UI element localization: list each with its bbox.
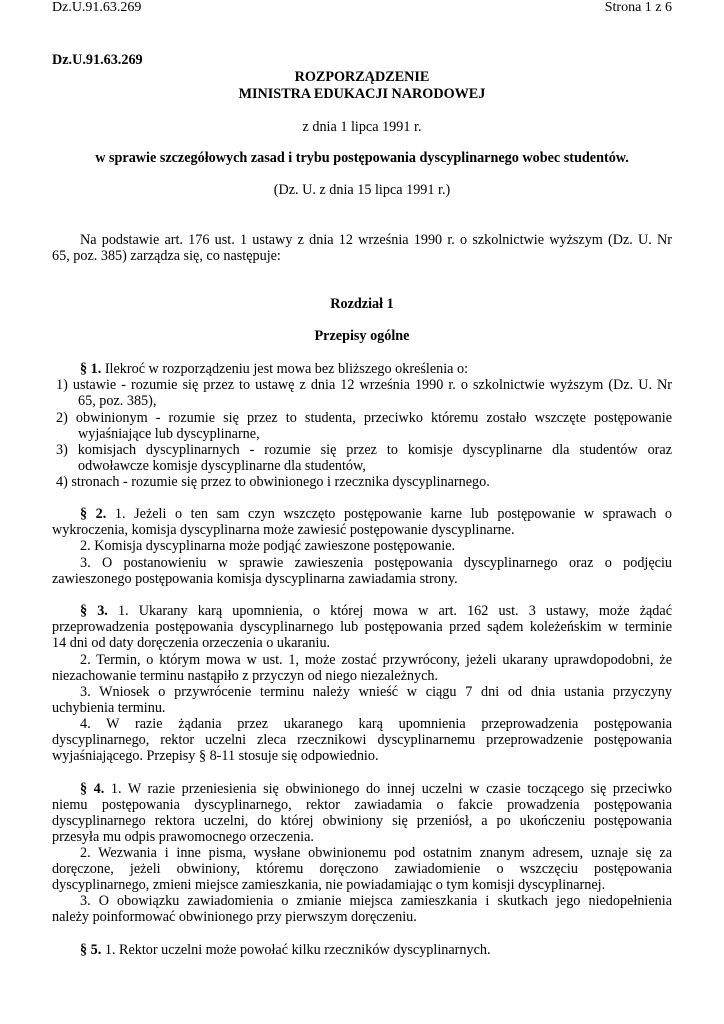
chapter-heading: Rozdział 1 bbox=[330, 296, 394, 312]
paragraph-4-line-9: należy poinformować obwinionego przy pierwszym doręczeniu. bbox=[52, 909, 417, 925]
list-item-2-cont: wyjaśniające lub dyscyplinarne, bbox=[78, 426, 260, 442]
title-line-1: ROZPORZĄDZENIE bbox=[294, 69, 430, 85]
paragraph-4-line-6: doręczone, jeżeli obwiniony, któremu doręczono zawiadomienie o wszczęciu postępowania bbox=[52, 861, 672, 877]
intro-line-1: Na podstawie art. 176 ust. 1 ustawy z dnia 12 września 1990 r. o szkolnictwie wyższym (Dz. U. Nr bbox=[80, 232, 672, 248]
paragraph-mark: § 4. bbox=[80, 781, 105, 797]
paragraph-1-intro: § 1. Ilekroć w rozporządzeniu jest mowa bez bliższego określenia o: bbox=[80, 361, 469, 377]
paragraph-4-line-7: dyscyplinarnego, zmieni miejsce zamieszkania, nie powiadamiając o tym komisji dyscyplinarnej. bbox=[52, 877, 606, 893]
paragraph-3-line-6: 3. Wniosek o przywrócenie terminu należy wnieść w ciągu 7 dni od dnia ustania przyczyny bbox=[80, 684, 672, 700]
header-page-number: Strona 1 z 6 bbox=[604, 0, 672, 15]
publication-info: (Dz. U. z dnia 15 lipca 1991 r.) bbox=[273, 182, 451, 198]
paragraph-2-line-5: zawieszonego postępowania komisja dyscyplinarna zawiadamia strony. bbox=[52, 571, 458, 587]
paragraph-4-line-5: 2. Wezwania i inne pisma, wysłane obwinionemu pod ostatnim znanym adresem, uznaje się za bbox=[80, 845, 672, 861]
paragraph-3-line-3: 14 dni od daty doręczenia orzeczenia o ukaraniu. bbox=[52, 635, 331, 651]
paragraph-3-line-1: § 3. 1. Ukarany karą upomnienia, o której mowa w art. 162 ust. 3 ustawy, może żądać bbox=[80, 603, 672, 619]
list-item-1-cont: 65, poz. 385), bbox=[78, 393, 157, 409]
document-subject: w sprawie szczegółowych zasad i trybu postępowania dyscyplinarnego wobec studentów. bbox=[95, 150, 629, 166]
paragraph-2-line-3: 2. Komisja dyscyplinarna może podjąć zawieszone postępowanie. bbox=[80, 538, 456, 554]
header-doc-id: Dz.U.91.63.269 bbox=[52, 0, 142, 15]
intro-line-2: 65, poz. 385) zarządza się, co następuje: bbox=[52, 248, 281, 264]
title-line-2: MINISTRA EDUKACJI NARODOWEJ bbox=[238, 86, 486, 102]
list-item-3-cont: odwoławcze komisje dyscyplinarne dla studentów, bbox=[78, 458, 366, 474]
paragraph-2-line-2: wykroczenia, komisja dyscyplinarna może zawiesić postępowanie dyscyplinarne. bbox=[52, 522, 515, 538]
paragraph-3-line-9: dyscyplinarnego, rektor uczelni zleca rzecznikowi dyscyplinarnemu przeprowadzenie postępowania bbox=[52, 732, 672, 748]
paragraph-5-line-1: § 5. 1. Rektor uczelni może powołać kilku rzeczników dyscyplinarnych. bbox=[80, 942, 491, 958]
paragraph-mark: § 2. bbox=[80, 506, 107, 522]
list-item-2: 2) obwinionym - rozumie się przez to studenta, przeciwko któremu zostało wszczęte postępowanie bbox=[56, 410, 672, 426]
document-date: z dnia 1 lipca 1991 r. bbox=[302, 119, 422, 135]
list-item-3: 3) komisjach dyscyplinarnych - rozumie się przez to komisje dyscyplinarne dla studentów oraz bbox=[56, 442, 672, 458]
chapter-title: Przepisy ogólne bbox=[314, 328, 410, 344]
paragraph-3-line-2: przeprowadzenia postępowania dyscyplinarnego lub postępowania przed sądem koleżeńskim w terminie bbox=[52, 619, 672, 635]
paragraph-3-line-5: niezachowanie terminu nastąpiło z przyczyn od niego niezależnych. bbox=[52, 668, 439, 684]
paragraph-2-line-4: 3. O postanowieniu w sprawie zawieszenia postępowania dyscyplinarnego oraz o podjęciu bbox=[80, 555, 672, 571]
paragraph-4-line-4: przesyła mu odpis prawomocnego orzeczenia. bbox=[52, 829, 314, 845]
paragraph-3-line-4: 2. Termin, o którym mowa w ust. 1, może zostać przywrócony, jeżeli ukarany uprawdopodobni, że bbox=[80, 652, 672, 668]
document-reference: Dz.U.91.63.269 bbox=[52, 52, 143, 68]
paragraph-3-line-8: 4. W razie żądania przez ukaranego karą upomnienia przeprowadzenia postępowania bbox=[80, 716, 672, 732]
paragraph-3-line-10: wyjaśniającego. Przepisy § 8-11 stosuje się odpowiednio. bbox=[52, 748, 379, 764]
paragraph-4-line-8: 3. O obowiązku zawiadomienia o zmianie miejsca zamieszkania i skutkach jego niedopełnienia bbox=[80, 893, 672, 909]
paragraph-4-line-1: § 4. 1. W razie przeniesienia się obwinionego do innej uczelni w czasie toczącego się przeciwko bbox=[80, 781, 672, 797]
paragraph-mark: § 3. bbox=[80, 603, 108, 619]
paragraph-4-line-2: niemu postępowania dyscyplinarnego, rektor zawiadamia o fakcie prowadzenia postępowania bbox=[52, 797, 672, 813]
paragraph-4-line-3: dyscyplinarnego rektora uczelni, do której obwiniony się przeniósł, a po ukończeniu postępowania bbox=[52, 813, 672, 829]
paragraph-2-line-1: § 2. 1. Jeżeli o ten sam czyn wszczęto postępowanie karne lub postępowanie w sprawach o bbox=[80, 506, 673, 522]
list-item-1: 1) ustawie - rozumie się przez to ustawę z dnia 12 września 1990 r. o szkolnictwie wyższym (Dz. U. Nr bbox=[56, 377, 672, 393]
paragraph-mark: § 1. bbox=[80, 361, 102, 377]
paragraph-mark: § 5. bbox=[80, 942, 102, 958]
list-item-4: 4) stronach - rozumie się przez to obwinionego i rzecznika dyscyplinarnego. bbox=[56, 474, 490, 490]
paragraph-3-line-7: uchybienia terminu. bbox=[52, 700, 166, 716]
